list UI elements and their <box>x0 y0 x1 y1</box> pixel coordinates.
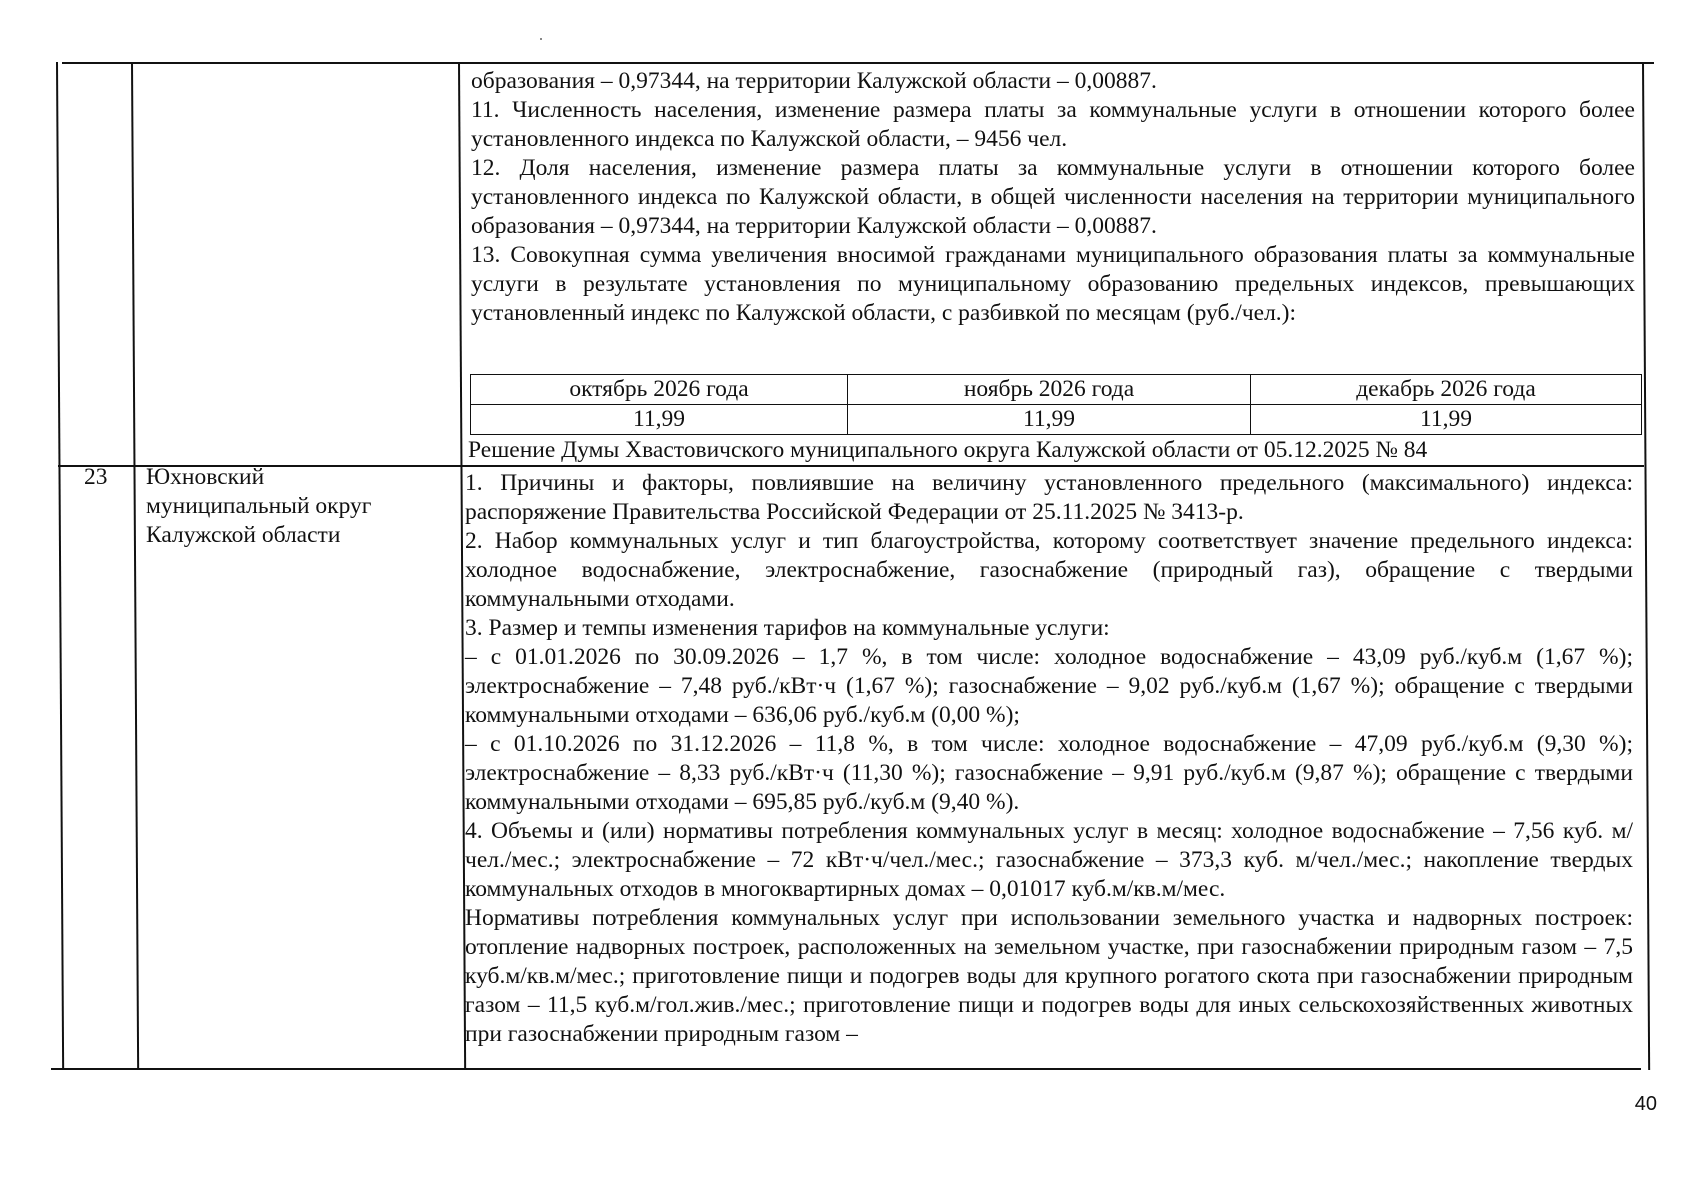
table-left-border <box>56 62 64 1070</box>
number-column-divider <box>131 62 139 1070</box>
municipality-name-line: Калужской области <box>146 522 341 548</box>
row-23-content <box>465 469 1633 1049</box>
municipality-name-line: муниципальный округ <box>146 493 372 519</box>
months-table <box>470 374 1642 435</box>
municipality-name <box>146 463 446 550</box>
paragraph: 1. Причины и факторы, повлиявшие на величину установленного предельного (максимального) индекса: распоряжение Правительства Российской Федерации от 25.11.2025 № 3413-р. <box>465 470 1633 525</box>
scan-speck <box>540 38 542 40</box>
decision-line: Решение Думы Хвастовичского муниципального округа Калужской области от 05.12.2025 № 84 <box>468 437 1428 463</box>
table-right-border <box>1642 62 1650 1070</box>
paragraph: 13. Совокупная сумма увеличения вносимой гражданами муниципального образования платы за коммунальные услуги в результате установления по муниципальному образованию предельных индексов, превышающих установленный индекс по Калужской области, с разбивкой по месяцам (руб./чел.): <box>471 242 1635 326</box>
row-number: 23 <box>84 464 108 490</box>
paragraph: Нормативы потребления коммунальных услуг при использовании земельного участка и надворных построек: отопление надворных построек, расположенных на земельном участке, при газоснабжении природным газом – 7,5 куб.м/кв.м/мес.; приготовление пищи и подогрев воды для крупного рогатого скота при газоснабжении природным газом – 11,5 куб.м/гол.жив./мес.; приготовление пищи и подогрев воды для иных сельскохозяйственных животных при газоснабжении природным газом – <box>465 905 1633 1047</box>
paragraph: 4. Объемы и (или) нормативы потребления коммунальных услуг в месяц: холодное водоснабжение – 7,56 куб. м/чел./мес.; электроснабжение – 72 кВт·ч/чел./мес.; газоснабжение – 373,3 куб. м/чел./мес.; накопление твердых коммунальных отходов в многоквартирных домах – 0,01017 куб.м/кв.м/мес. <box>465 818 1633 902</box>
paragraph: 12. Доля населения, изменение размера платы за коммунальные услуги в отношении которого более установленного индекса по Калужской области, в общей численности населения на территории муниципального образования – 0,97344, на территории Калужской области – 0,00887. <box>471 155 1635 239</box>
month-value: 11,99 <box>848 405 1251 435</box>
month-value: 11,99 <box>471 405 848 435</box>
table-row <box>471 375 1642 405</box>
paragraph: – с 01.10.2026 по 31.12.2026 – 11,8 %, в том числе: холодное водоснабжение – 47,09 руб./куб.м (9,30 %); электроснабжение – 8,33 руб./кВт·ч (11,30 %); газоснабжение – 9,91 руб./куб.м (9,87 %); обращение с твердыми коммунальными отходами – 695,85 руб./куб.м (9,40 %). <box>465 731 1633 815</box>
page-number: 40 <box>1634 1093 1657 1115</box>
month-header: октябрь 2026 года <box>471 375 848 405</box>
month-header: декабрь 2026 года <box>1251 375 1642 405</box>
paragraph: 11. Численность населения, изменение размера платы за коммунальные услуги в отношении которого более установленного индекса по Калужской области, – 9456 чел. <box>471 97 1635 152</box>
table-row <box>471 405 1642 435</box>
table-bottom-border <box>51 1068 1641 1070</box>
month-value: 11,99 <box>1251 405 1642 435</box>
paragraph: образования – 0,97344, на территории Калужской области – 0,00887. <box>471 68 1157 94</box>
paragraph: 3. Размер и темпы изменения тарифов на коммунальные услуги: <box>465 615 1110 641</box>
paragraph: 2. Набор коммунальных услуг и тип благоустройства, которому соответствует значение предельного индекса: холодное водоснабжение, электроснабжение, газоснабжение (природный газ), обращение с твердыми коммунальными отходами. <box>465 528 1633 612</box>
paragraph: – с 01.01.2026 по 30.09.2026 – 1,7 %, в том числе: холодное водоснабжение – 43,09 руб./куб.м (1,67 %); электроснабжение – 7,48 руб./кВт·ч (1,67 %); газоснабжение – 9,02 руб./куб.м (1,67 %); обращение с твердыми коммунальными отходами – 636,06 руб./куб.м (0,00 %); <box>465 644 1633 728</box>
month-header: ноябрь 2026 года <box>848 375 1251 405</box>
table-top-border <box>62 62 1654 64</box>
row-22-content <box>471 67 1635 328</box>
municipality-name-line: Юхновский <box>146 464 265 490</box>
